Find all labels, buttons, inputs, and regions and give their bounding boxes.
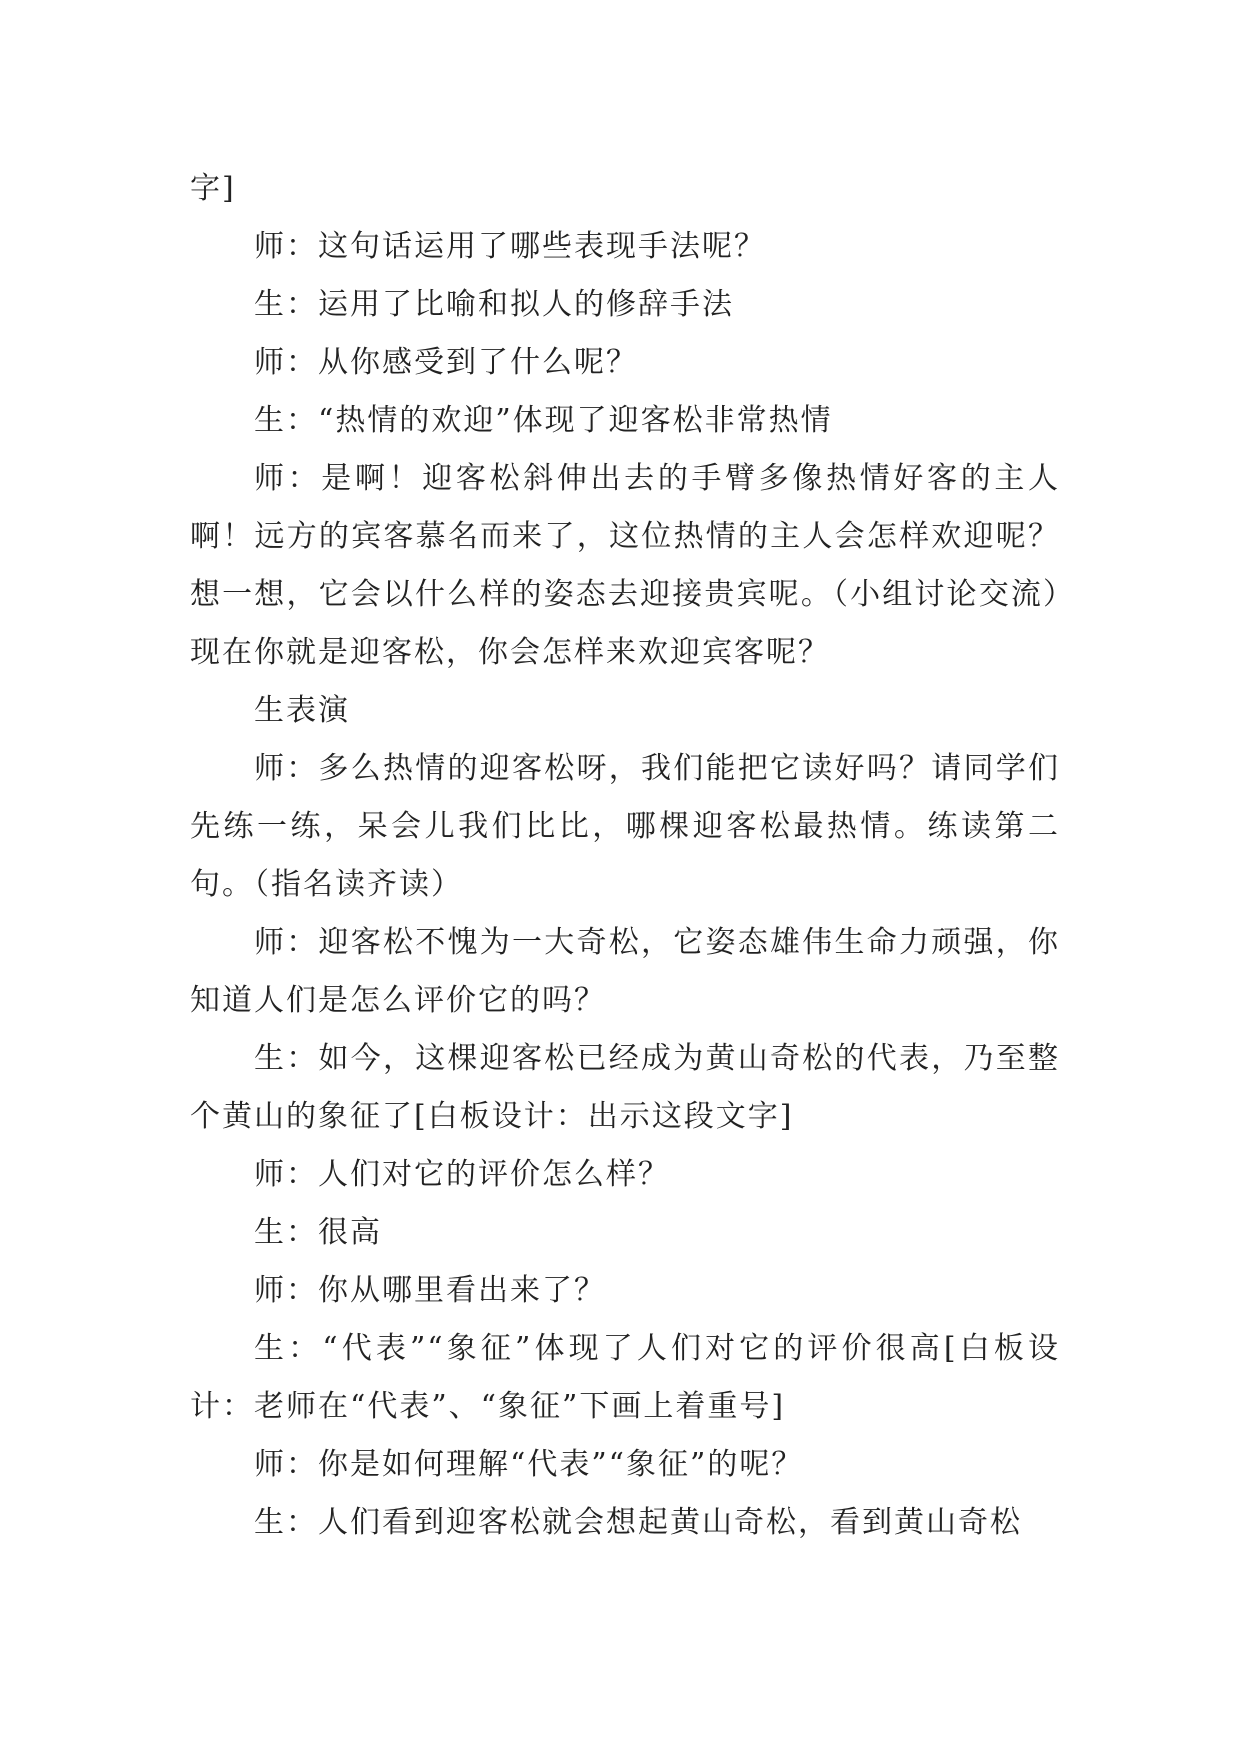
paragraph-9: 生：如今，这棵迎客松已经成为黄山奇松的代表，乃至整个黄山的象征了[白板设计：出示这段文字] (190, 1041, 1060, 1134)
paragraph-13: 生：“代表”“象征”体现了人们对它的评价很高[白板设计：老师在“代表”、“象征”下画上着重号] (190, 1331, 1060, 1424)
paragraph-5: 师：是啊！迎客松斜伸出去的手臂多像热情好客的主人啊！远方的宾客慕名而来了，这位热情的主人会怎样欢迎呢？想一想，它会以什么样的姿态去迎接贵宾呢。（小组讨论交流）现在你就是迎客松，你会怎样来欢迎宾客呢？ (190, 461, 1060, 670)
paragraph-15: 生：人们看到迎客松就会想起黄山奇松，看到黄山奇松 (254, 1505, 1022, 1540)
paragraph-0: 字] (190, 171, 236, 206)
paragraph-2: 生：运用了比喻和拟人的修辞手法 (254, 287, 734, 322)
paragraph-7: 师：多么热情的迎客松呀，我们能把它读好吗？请同学们先练一练，呆会儿我们比比，哪棵迎客松最热情。练读第二句。（指名读齐读） (190, 751, 1060, 902)
paragraph-12: 师：你从哪里看出来了？ (254, 1273, 606, 1308)
paragraph-4: 生：“热情的欢迎”体现了迎客松非常热情 (254, 403, 833, 438)
paragraph-14: 师：你是如何理解“代表”“象征”的呢？ (254, 1447, 804, 1482)
paragraph-1: 师：这句话运用了哪些表现手法呢？ (254, 229, 766, 264)
paragraph-8: 师：迎客松不愧为一大奇松，它姿态雄伟生命力顽强，你知道人们是怎么评价它的吗？ (190, 925, 1060, 1018)
paragraph-3: 师：从你感受到了什么呢？ (254, 345, 638, 380)
paragraph-6: 生表演 (254, 693, 350, 728)
paragraph-10: 师：人们对它的评价怎么样？ (254, 1157, 670, 1192)
document-body (190, 160, 1060, 1552)
paragraph-11: 生：很高 (254, 1215, 382, 1250)
